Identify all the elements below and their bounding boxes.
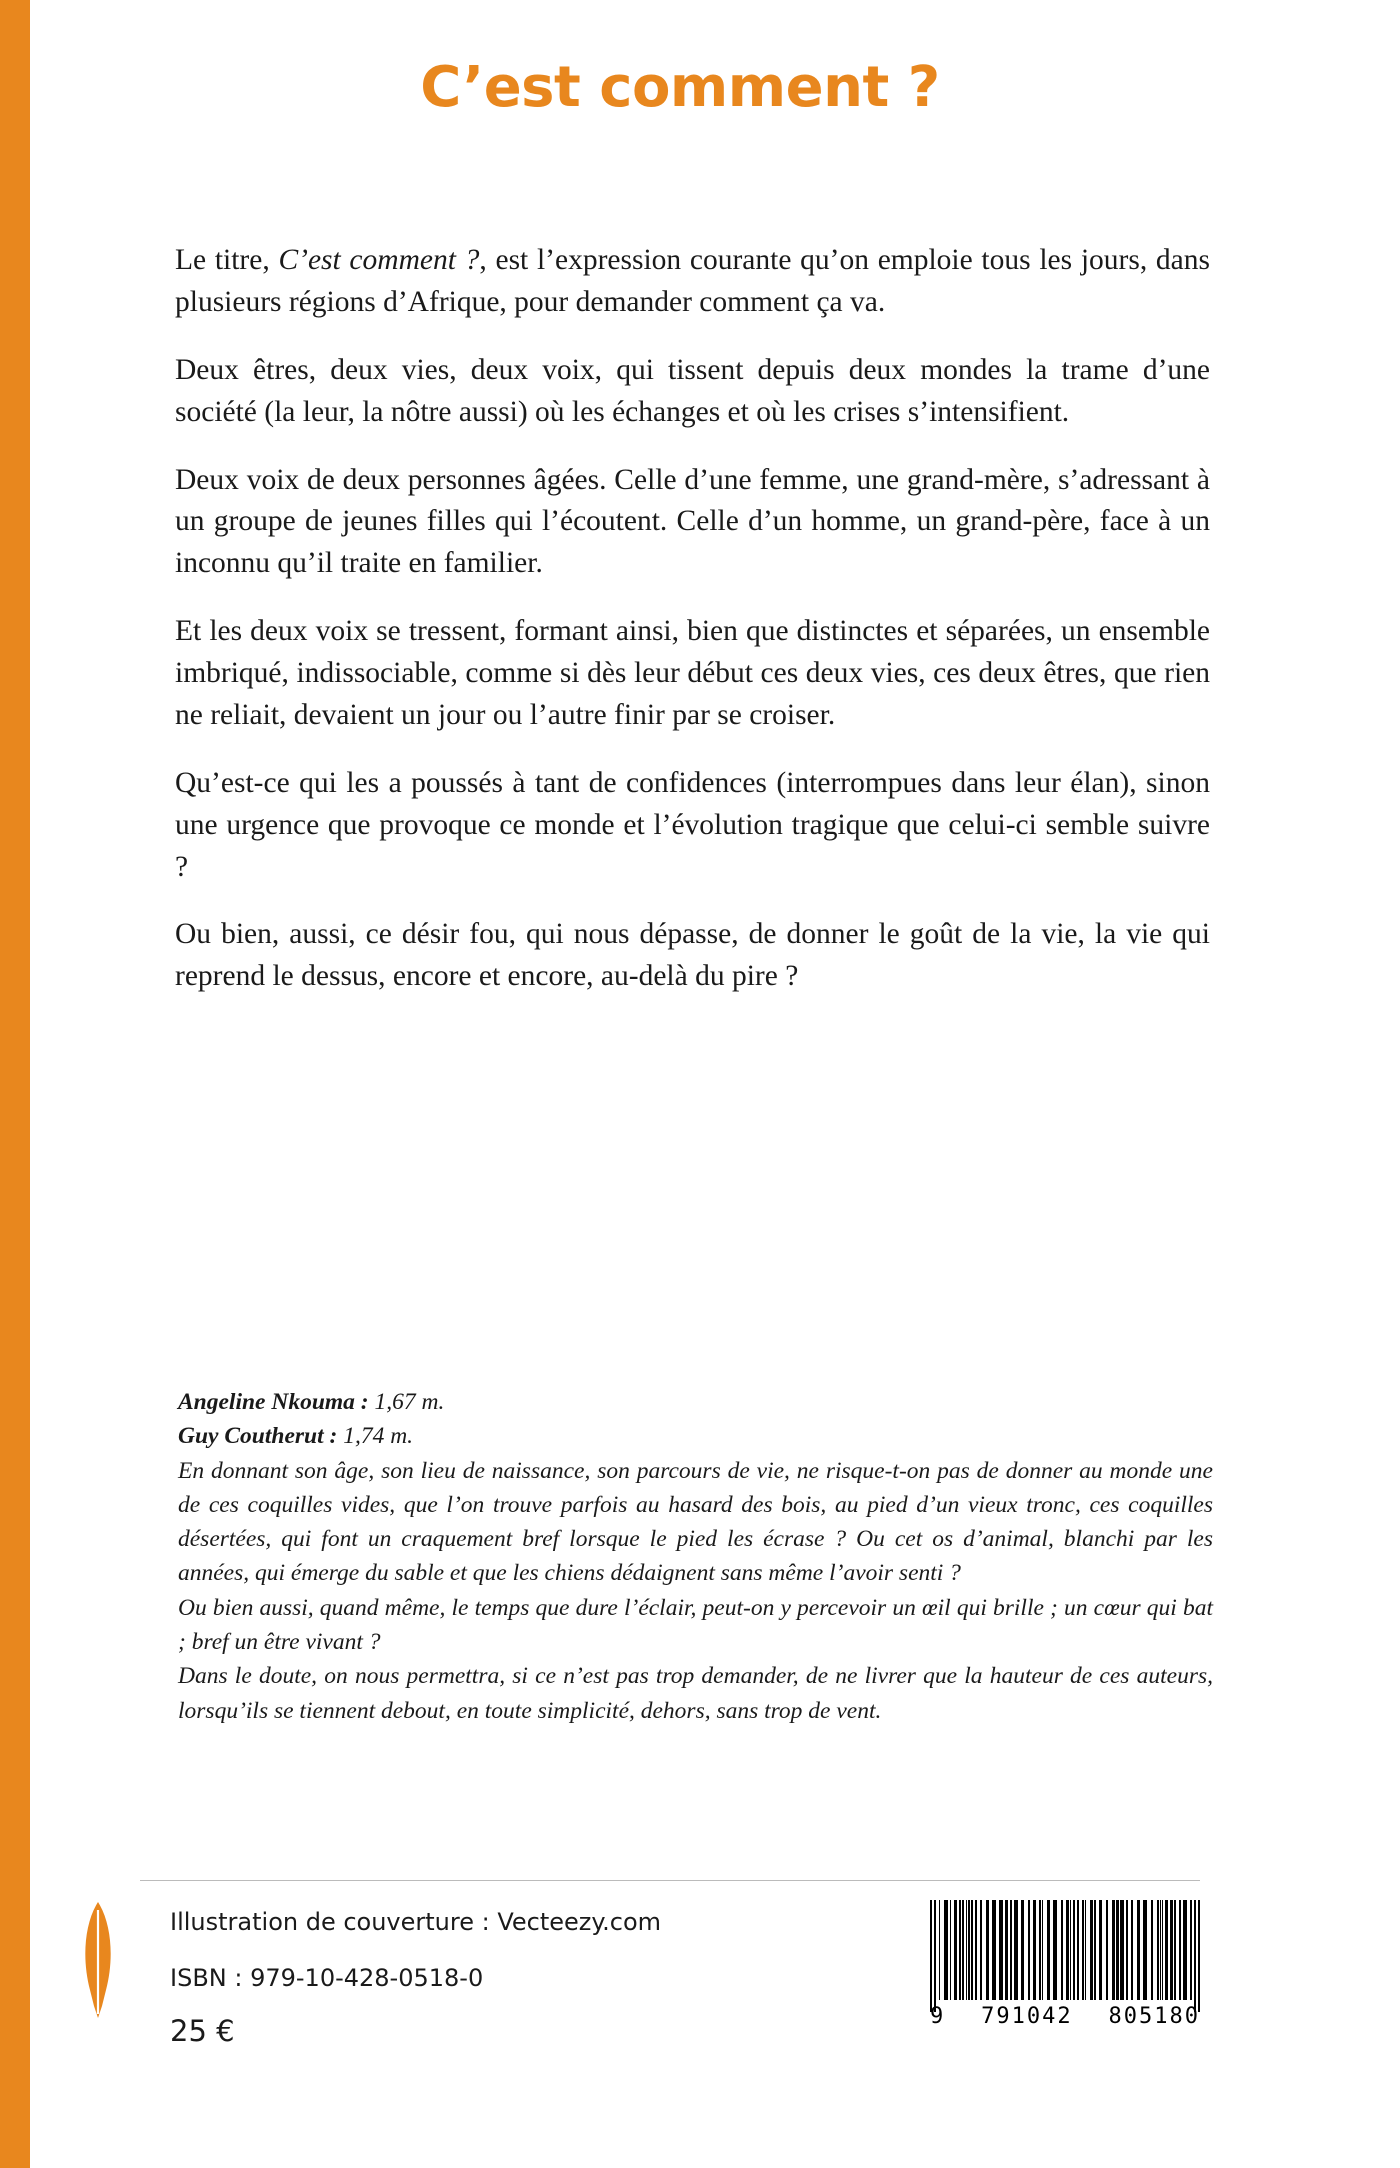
author-height-2: 1,74 m. [337,1423,414,1450]
author-line-1 [178,1385,1213,1419]
barcode-group-1: 791042 [981,2004,1073,2029]
paragraph-1-title-italic: C’est comment ? [278,244,480,276]
footer-divider [140,1880,1200,1881]
paragraph-1-part-2: , est l’expression courante qu’on emploie tous les jours, dans plusieurs régions d’Afrique, pour demander comment ça va. [175,244,1210,318]
author-name-2: Guy Coutherut : [178,1423,338,1450]
blurb-text [175,240,1210,998]
barcode-digits [930,2004,1200,2029]
barcode [930,1900,1200,2040]
paragraph-5: Qu’est-ce qui les a poussés à tant de confidences (interrompues dans leur élan), sinon une urgence que provoque ce monde et l’évolution tragique que celui-ci semble suivre ? [175,766,1210,883]
page-title: C’est comment ? [420,55,940,120]
paragraph-6: Ou bien, aussi, ce désir fou, qui nous dépasse, de donner le goût de la vie, la vie qui reprend le dessus, encore et encore, au-delà du pire ? [175,918,1210,993]
paragraph-2: Deux êtres, deux vies, deux voix, qui tissent depuis deux mondes la trame d’une société (la leur, la nôtre aussi) où les échanges et où les crises s’intensifient. [175,353,1210,428]
illustration-credit: Illustration de couverture : Vecteezy.com [170,1908,662,1936]
footer [30,1880,1400,2168]
paragraph-1-part-1: Le titre, [175,244,279,276]
barcode-group-2: 805180 [1108,2004,1200,2029]
barcode-bars [930,1900,1200,2012]
author-name-1: Angeline Nkouma : [178,1389,369,1415]
footer-info [170,1908,661,2048]
spine-bar [0,0,30,2168]
note-paragraph-1: En donnant son âge, son lieu de naissance, son parcours de vie, ne risque-t-on pas de donner au monde une de ces coquilles vides, que l’on trouve parfois au hasard des bois, au pied d’un vieux tronc, ces coquilles désertées, qui font un craquement bref lorsque le pied les écrase ? Ou cet os d’animal, blanchi par les années, qui émerge du sable et que les chiens dédaignent sans même l’avoir senti ? [178,1457,1213,1587]
price-text: 25 € [170,2014,235,2048]
note-paragraph-3: Dans le doute, on nous permettra, si ce n’est pas trop demander, de ne livrer que la hauteur de ces auteurs, lorsqu’ils se tiennent debout, en toute simplicité, dehors, sans trop de vent. [178,1663,1213,1724]
author-line-2 [178,1419,1213,1453]
author-height-1: 1,67 m. [368,1389,445,1415]
back-cover-page [30,0,1400,2168]
isbn-text: ISBN : 979-10-428-0518-0 [170,1964,484,1992]
authors-note-block [178,1385,1213,1728]
paragraph-4: Et les deux voix se tressent, formant ainsi, bien que distinctes et séparées, un ensemble imbriqué, indissociable, comme si dès leur début ces deux vies, ces deux êtres, que rien ne reliait, devaient un jour ou l’autre finir par se croiser. [175,615,1210,731]
note-paragraph-2: Ou bien aussi, quand même, le temps que dure l’éclair, peut-on y percevoir un œil qui brille ; un cœur qui bat ; bref un être vivant ? [178,1594,1213,1656]
feather-icon [68,1898,128,2023]
paragraph-1 [175,240,1210,324]
paragraph-3: Deux voix de deux personnes âgées. Celle d’une femme, une grand-mère, s’adressant à un groupe de jeunes filles qui l’écoutent. Celle d’un homme, un grand-père, face à un inconnu qu’il traite en familier. [175,463,1210,580]
barcode-left-digit: 9 [930,2004,946,2029]
